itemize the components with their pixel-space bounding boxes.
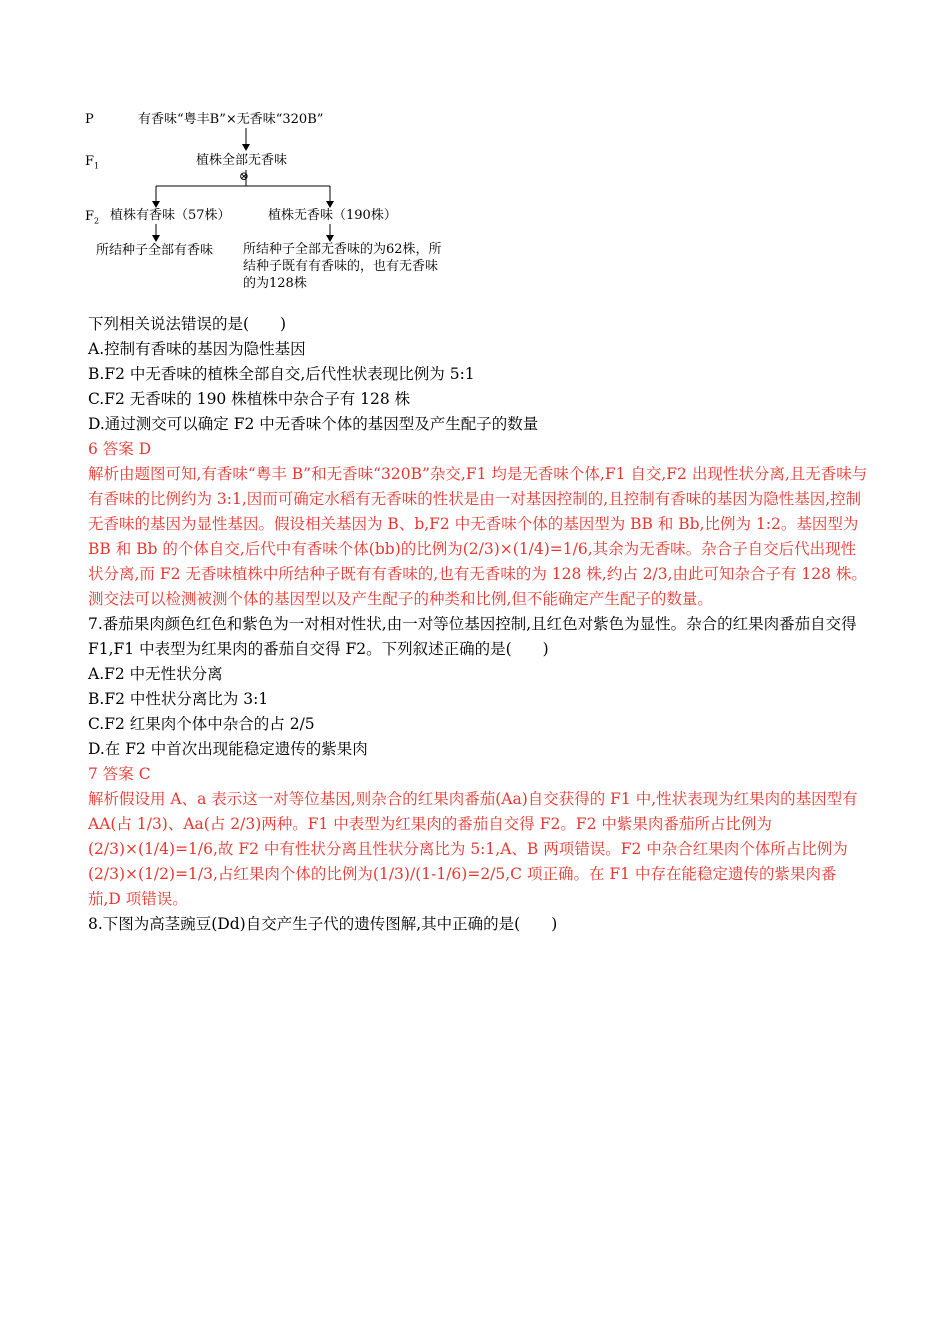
q8-stem: 8.下图为高茎豌豆(Dd)自交产生子代的遗传图解,其中正确的是( ) bbox=[88, 915, 558, 933]
q7-option-c: C.F2 红果肉个体中杂合的占 2/5 bbox=[88, 715, 315, 733]
q7-option-a: A.F2 中无性状分离 bbox=[88, 665, 223, 683]
f2-left: 植株有香味（57株） bbox=[110, 208, 231, 223]
f1-label: $F_1$ bbox=[85, 154, 100, 171]
q6-option-a: A.控制有香味的基因为隐性基因 bbox=[88, 340, 306, 358]
f2-right: 植株无香味（190株） bbox=[268, 208, 397, 223]
q6-stem: 下列相关说法错误的是( ) bbox=[88, 315, 287, 333]
q6-analysis: 解析由题图可知,有香味“粤丰 B”和无香味“320B”杂交,F1 均是无香味个体,F1 自交,F2 出现性状分离,且无香味与有香味的比例约为 3:1,因而可确定水稻有无香味的性状是由一对基因控制的,且控制有香味的基因为隐性基因,控制无香味的基因为显性基因。假设相关基因为 B、b,F2 中无香味个体的基因型为 BB 和 Bb,比例为 1:2。基因型为 BB 和 Bb 的个体自交,后代中有香味个体(bb)的比例为(2/3)×(1/4)=1/6,其余为无香味。杂合子自交后代出现性状分离,而 F2 无香味植株中所结种子既有有香味的,也有无香味的为 128 株,约占 2/3,由此可知杂合子有 128 株。测交法可以检测被测个体的基因型以及产生配子的种类和比例,但不能确定产生配子的数量。 bbox=[88, 465, 868, 608]
arrowhead-left-result bbox=[152, 235, 160, 242]
arrowhead-right-branch bbox=[326, 201, 334, 208]
p-label: P bbox=[85, 112, 94, 127]
right-result: 所结种子全部无香味的为62株，所结种子既有有香味的，也有无香味的为128株 bbox=[243, 242, 442, 291]
cross-diagram bbox=[80, 106, 480, 302]
q6-option-c: C.F2 无香味的 190 株植株中杂合子有 128 株 bbox=[88, 390, 411, 408]
left-result: 所结种子全部有香味 bbox=[96, 243, 214, 258]
f1-text: 植株全部无香味 bbox=[196, 153, 288, 168]
p-cross: 有香味“粤丰B”×无香味“320B” bbox=[138, 112, 324, 127]
f2-label: $F_2$ bbox=[85, 209, 100, 226]
q7-option-d: D.在 F2 中首次出现能稳定遗传的紫果肉 bbox=[88, 740, 368, 758]
q7-stem: 7.番茄果肉颜色红色和紫色为一对相对性状,由一对等位基因控制,且红色对紫色为显性。杂合的红果肉番茄自交得 F1,F1 中表型为红果肉的番茄自交得 F2。下列叙述正确的是( ) bbox=[88, 615, 857, 658]
q7-analysis: 解析假设用 A、a 表示这一对等位基因,则杂合的红果肉番茄(Aa)自交获得的 F1 中,性状表现为红果肉的基因型有 AA(占 1/3)、Aa(占 2/3)两种。F1 中表型为红果肉的番茄自交得 F2。F2 中紫果肉番茄所占比例为(2/3)×(1/4)=1/6,故 F2 中有性状分离且性状分离比为 5:1,A、B 两项错误。F2 中杂合红果肉个体所占比例为(2/3)×(1/2)=1/3,占红果肉个体的比例为(1/3)/(1-1/6)=2/5,C 项正确。在 F1 中存在能稳定遗传的紫果肉番茄,D 项错误。 bbox=[88, 790, 858, 908]
q6-option-d: D.通过测交可以确定 F2 中无香味个体的基因型及产生配子的数量 bbox=[88, 415, 539, 433]
q7-option-b: B.F2 中性状分离比为 3:1 bbox=[88, 690, 269, 708]
self-cross-symbol: ⊗ bbox=[239, 169, 250, 183]
arrowhead-left-branch bbox=[152, 201, 160, 208]
q6-option-b: B.F2 中无香味的植株全部自交,后代性状表现比例为 5:1 bbox=[88, 365, 475, 383]
q6-answer: 6 答案 D bbox=[88, 440, 152, 458]
q7-answer: 7 答案 C bbox=[88, 765, 151, 783]
question-content bbox=[88, 312, 868, 937]
arrowhead-p-f1 bbox=[242, 144, 250, 151]
